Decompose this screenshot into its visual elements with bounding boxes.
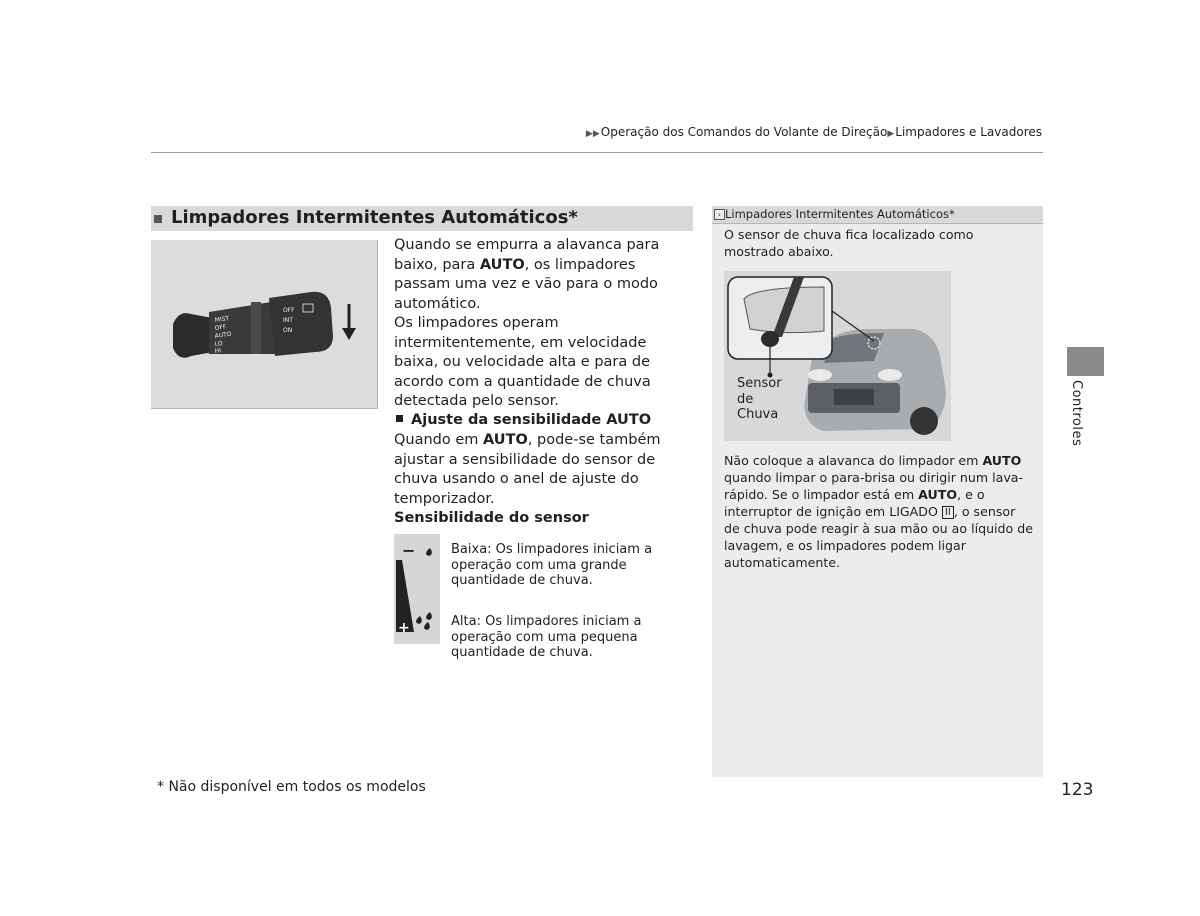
sensitivity-scale-illustration xyxy=(394,534,440,644)
footnote: * Não disponível em todos os modelos xyxy=(157,779,426,795)
adjust-paragraph xyxy=(394,431,694,509)
sensitivity-low-text: Baixa: Os limpadores iniciam a operação com uma grande quantidade de chuva. xyxy=(451,542,653,588)
reference-marker-icon: › xyxy=(714,209,725,220)
lever-ring-label-off: OFF xyxy=(283,307,295,314)
warning-text-4: , o sensor de chuva pode reagir à sua mão ou ao líquido de lavagem, e os limpadores podem ligar automaticamente. xyxy=(724,504,1034,570)
intro-text-1: Quando se empurra a alavanca para baixo, para xyxy=(394,237,660,273)
sensitivity-minus-icon: − xyxy=(402,541,416,560)
rain-sensor-label xyxy=(737,376,782,423)
breadcrumb-section: Operação dos Comandos do Volante de Direção xyxy=(600,125,888,139)
wiper-lever-illustration xyxy=(151,240,378,409)
side-note-title-asterisk: * xyxy=(948,207,955,221)
adjust-heading xyxy=(396,412,651,428)
adjust-heading-text: Ajuste da sensibilidade AUTO xyxy=(411,412,652,428)
side-note-title-text: Limpadores Intermitentes Automáticos xyxy=(725,207,949,221)
warning-text-2: quando limpar o para-brisa ou dirigir num lava-rápido. Se o limpador está em xyxy=(724,470,1024,502)
sensitivity-plus-icon: + xyxy=(398,620,410,636)
chapter-tab-marker xyxy=(1067,347,1104,376)
adjust-square-icon xyxy=(396,415,403,422)
sensor-label-line-2: de xyxy=(737,391,754,407)
sensitivity-heading: Sensibilidade do sensor xyxy=(394,510,589,526)
intro-paragraph xyxy=(394,236,694,314)
section-title: Limpadores Intermitentes Automáticos* xyxy=(171,207,578,228)
wiper-lever-svg xyxy=(151,240,377,408)
lever-label-mist: MIST xyxy=(214,315,230,324)
side-warning xyxy=(724,452,1034,571)
lever-label-off: OFF xyxy=(214,323,227,332)
intro-auto-bold: AUTO xyxy=(479,256,525,273)
sensor-label-line-3: Chuva xyxy=(737,407,779,422)
lever-ring-label-on: ON xyxy=(283,327,293,334)
adjust-text-1: Quando em xyxy=(394,432,484,448)
side-intro: O sensor de chuva fica localizado como mostrado abaixo. xyxy=(724,227,974,259)
header-divider xyxy=(151,152,1043,153)
breadcrumb-arrows-icon: ▶▶ xyxy=(585,129,600,139)
page-number: 123 xyxy=(1061,780,1094,800)
warning-text-1: Não coloque a alavanca do limpador em xyxy=(724,453,983,468)
breadcrumb-separator-icon: ▶ xyxy=(887,129,895,139)
chapter-tab xyxy=(1070,380,1086,450)
sensitivity-high-text: Alta: Os limpadores iniciam a operação com uma pequena quantidade de chuva. xyxy=(451,614,642,660)
sensor-label-line-1: Sensor xyxy=(737,376,782,391)
sensitivity-scale-svg xyxy=(394,534,440,644)
lever-label-lo: LO xyxy=(214,339,224,348)
breadcrumb-topic: Limpadores e Lavadores xyxy=(895,125,1042,139)
adjust-text-2: , pode-se também ajustar a sensibilidade do sensor de chuva usando o anel de ajuste do temporizador. xyxy=(394,432,661,507)
intro-text-2: , os limpadores passam uma vez e vão para o modo automático. xyxy=(394,256,658,312)
ignition-position-badge: II xyxy=(942,506,954,519)
operation-paragraph: Os limpadores operam intermitentemente, em velocidade baixa, ou velocidade alta e para de acordo com a quantidade de chuva detectada pelo sensor. xyxy=(394,315,651,410)
chapter-tab-label: Controles xyxy=(1069,380,1084,447)
warning-text-3: , e o interruptor de ignição em LIGADO xyxy=(724,487,985,519)
section-square-icon xyxy=(154,215,162,223)
warning-auto-bold-2: AUTO xyxy=(918,487,958,502)
warning-auto-bold-1: AUTO xyxy=(982,453,1022,468)
breadcrumb xyxy=(586,125,1042,139)
lever-label-auto: AUTO xyxy=(214,330,233,340)
lever-ring-label-int: INT xyxy=(283,317,293,324)
section-title-bar xyxy=(151,206,693,231)
lever-label-hi: HI xyxy=(214,347,222,355)
side-note-header xyxy=(712,206,1043,224)
adjust-auto-bold: AUTO xyxy=(483,432,528,448)
side-note-title xyxy=(725,207,955,221)
